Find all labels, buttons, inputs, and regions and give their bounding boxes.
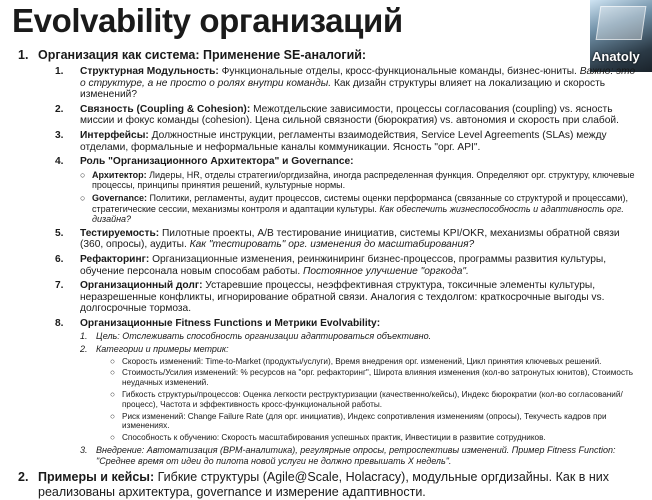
slide-body [18, 48, 640, 500]
list-item-interfaces: 3. Интерфейсы: Должностные инструкции, регламенты взаимодействия, Service Level Agreements (SLAs) между отделами, формальные и неформальные каналы коммуникации. Ясность "орг. API". [55, 129, 607, 153]
presenter-name-label: Anatoly [592, 49, 640, 64]
list-item-structural-modularity: 1. Структурная Модульность: Функциональные отделы, кросс-функциональные команды, бизнес-юниты. Важно: это о структуре, а не просто о ролях внутри команды. Как дизайн структуры влияет на локализацию и скорость изменений? [55, 66, 636, 101]
metric-flexibility: ○ Гибкость структуры/процессов: Оценка легкости реструктуризации (качественно/кейсы), Индекс бюрократии (кол-во согласований/процесс), Частота и эффективность кросс-функциональной работы. [110, 390, 623, 409]
list-item-org-debt: 7. Организационный долг: Устаревшие процессы, неэффективная структура, токсичные элементы культуры, неразрешенные конфликты, игнорирование обратной связи. Аналогия с техдолгом: краткосрочные выгоды vs. долгосрочные тормоза. [55, 280, 605, 315]
list-item-org-architect-role: 4. Роль "Организационного Архитектора" и Governance: [55, 156, 354, 168]
list-item-refactoring: 6. Рефакторинг: Организационные изменения, реинжиниринг бизнес-процессов, программы развития культуры, обучение персонала новым способам работы. Постоянное улучшение "оргкода". [55, 253, 607, 277]
section-2-heading: 2. Примеры и кейсы: Гибкие структуры (Agile@Scale, Holacracy), модульные оргдизайны. Как в них реализованы архитектура, governance и измерение адаптивности. [18, 470, 610, 500]
video-background-window [596, 6, 647, 40]
metric-change-cost: ○ Стоимость/Усилия изменений: % ресурсов на "орг. рефакторинг", Широта влияния изменения (кол-во затронутых юнитов), Стоимость неудачных изменений. [110, 368, 634, 388]
metric-change-risk: ○ Риск изменений: Change Failure Rate (для орг. инициатив), Индекс сопротивления изменениям (опросы), Текучесть кадров при изменениях. [110, 411, 607, 431]
slide-title: Evolvability организаций [12, 2, 403, 39]
sub-item-implementation: 3. Внедрение: Автоматизация (BPM-аналитика), регулярные опросы, ретроспективы изменений. Пример Fitness Function: "Среднее время от идеи до пилота новой услуги не должно превышать X недель". [80, 445, 616, 466]
list-item-fitness-functions: 8. Организационные Fitness Functions и Метрики Evolvability: [55, 317, 381, 329]
sub-item-goal: 1. Цель: Отслеживать способность организации адаптироваться объективно. [80, 331, 432, 342]
sub-item-architect: ○ Архитектор: Лидеры, HR, отделы стратегии/оргдизайна, иногда распределенная функция. Определяют орг. структуру, ключевые процессы, принципы принятия решений, культурные нормы. [80, 169, 635, 191]
section-1-heading: 1. Организация как система: Применение SE-аналогий: [18, 48, 367, 62]
list-item-coupling-cohesion: 2. Связность (Coupling & Cohesion): Межотдельские зависимости, процессы согласования (coupling) vs. ясность миссии и фокус команды (cohesion). Цена сильной связности (бюрократия) vs. автономия и скорость при слабой. [55, 103, 619, 127]
metric-change-speed: ○ Скорость изменений: Time-to-Market (продукты/услуги), Время внедрения орг. изменений, Цикл принятия ключевых решений. [110, 356, 602, 366]
sub-item-metric-categories: 2. Категории и примеры метрик: [80, 344, 229, 355]
metric-learning-ability: ○ Способность к обучению: Скорость масштабирования успешных практик, Инвестиции в развитие сотрудников. [110, 433, 546, 443]
list-item-testability: 5. Тестируемость: Пилотные проекты, A/B тестирование инициатив, системы KPI/OKR, механизмы обратной связи (360, опросы), аудиты. Как "тестировать" орг. изменения до масштабирования? [55, 227, 620, 251]
sub-item-governance: ○ Governance: Политики, регламенты, аудит процессов, системы оценки перформанса (связанные со структурой и процессами), стратегические сессии, механизмы контроля и адаптации культуры. Как обеспечить жизнеспособность и адаптивность орг. дизайна? [80, 192, 628, 225]
